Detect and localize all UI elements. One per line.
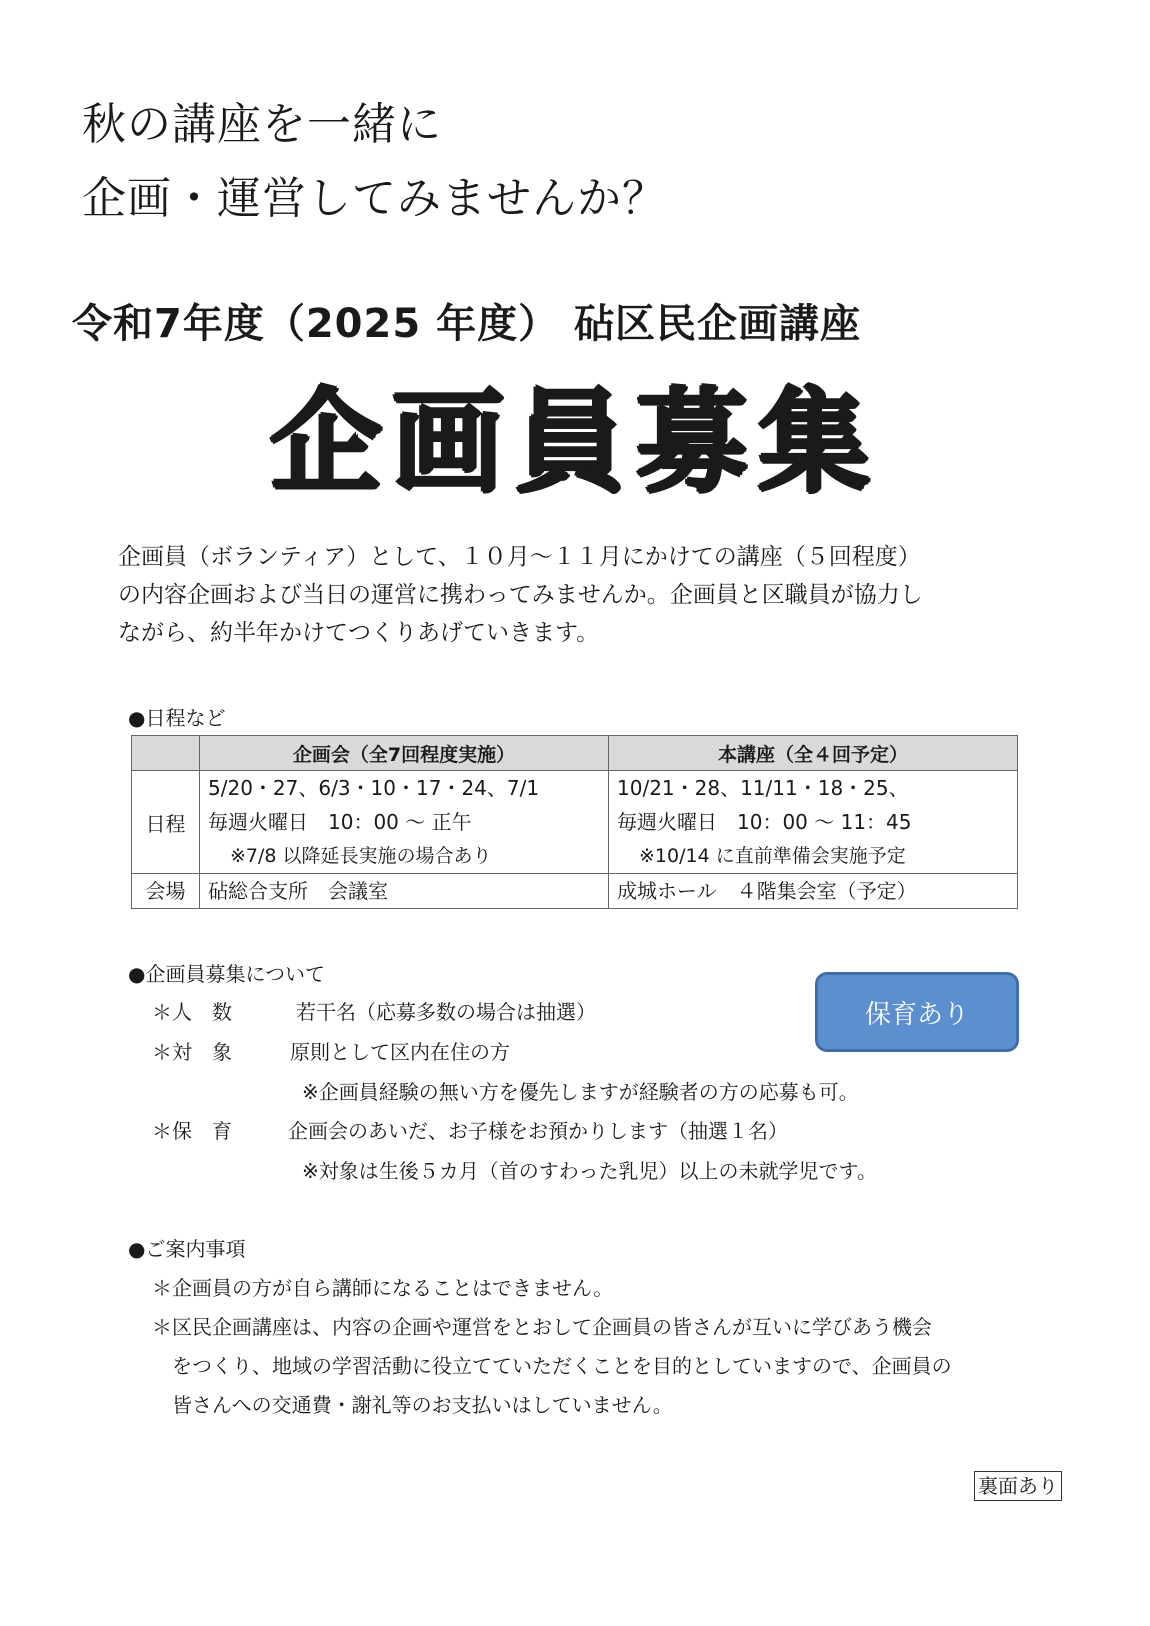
recruit-label-count: ＊人 数	[152, 1000, 232, 1024]
row-label-dates: 日程	[132, 771, 200, 874]
recruit-value-target: 原則として区内在住の方	[290, 1040, 510, 1064]
intro-line-2: の内容企画および当日の運営に携わってみませんか。企画員と区職員が協力し	[118, 582, 923, 608]
notice-line-1: ＊企画員の方が自ら講師になることはできません。	[152, 1276, 614, 1300]
table-header-row	[132, 736, 1018, 771]
headline-line-1: 秋の講座を一緒に	[82, 99, 442, 150]
headline	[82, 88, 667, 236]
recruit-note-childcare: ※対象は生後５カ月（首のすわった乳児）以上の未就学児です。	[302, 1159, 877, 1183]
planning-dates-note: ※7/8 以降延長実施の場合あり	[230, 845, 492, 867]
recruit-note-target: ※企画員経験の無い方を優先しますが経験者の方の応募も可。	[302, 1080, 859, 1104]
recruit-label-target: ＊対 象	[152, 1040, 232, 1064]
row-label-venue: 会場	[132, 874, 200, 909]
headline-line-2: 企画・運営してみませんか？	[82, 173, 667, 224]
table-row-venue	[132, 874, 1018, 909]
intro-line-1: 企画員（ボランティア）として、１０月～１１月にかけての講座（５回程度）	[118, 544, 921, 570]
cell-planning-dates	[200, 771, 609, 874]
course-dates-line-2: 毎週火曜日 10：00 ～ 11：45	[617, 810, 912, 834]
table-corner-cell	[132, 736, 200, 771]
recruit-value-count: 若干名（応募多数の場合は抽選）	[296, 1000, 596, 1024]
main-title: 企画員募集	[270, 378, 880, 508]
cell-course-dates	[609, 771, 1018, 874]
subtitle: 令和7年度（2025 年度） 砧区民企画講座	[72, 301, 862, 347]
header-planning: 企画会（全7回程度実施）	[200, 736, 609, 771]
cell-course-venue: 成城ホール ４階集会室（予定）	[609, 874, 1018, 909]
planning-dates-line-2: 毎週火曜日 10：00 ～ 正午	[208, 810, 472, 834]
table-row-dates	[132, 771, 1018, 874]
course-dates-note: ※10/14 に直前準備会実施予定	[639, 845, 906, 867]
childcare-badge: 保育あり	[815, 972, 1019, 1052]
schedule-heading: ●日程など	[128, 706, 226, 730]
schedule-table	[131, 735, 1018, 909]
recruit-heading: ●企画員募集について	[128, 962, 326, 986]
notice-line-4: 皆さんへの交通費・謝礼等のお支払いはしていません。	[172, 1393, 673, 1417]
notice-heading: ●ご案内事項	[128, 1237, 246, 1261]
header-course: 本講座（全４回予定）	[609, 736, 1018, 771]
course-dates-line-1: 10/21・28、11/11・18・25、	[617, 776, 909, 800]
recruit-label-childcare: ＊保 育	[152, 1119, 232, 1143]
intro-line-3: ながら、約半年かけてつくりあげていきます。	[118, 620, 600, 646]
intro-paragraph	[118, 538, 1078, 652]
recruit-value-childcare: 企画会のあいだ、お子様をお預かりします（抽選１名）	[288, 1119, 788, 1143]
notice-line-3: をつくり、地域の学習活動に役立てていただくことを目的としていますので、企画員の	[172, 1354, 952, 1378]
cell-planning-venue: 砧総合支所 会議室	[200, 874, 609, 909]
notice-line-2: ＊区民企画講座は、内容の企画や運営をとおして企画員の皆さんが互いに学びあう機会	[152, 1315, 932, 1339]
reverse-side-label: 裏面あり	[974, 1471, 1062, 1501]
planning-dates-line-1: 5/20・27、6/3・10・17・24、7/1	[208, 776, 540, 800]
